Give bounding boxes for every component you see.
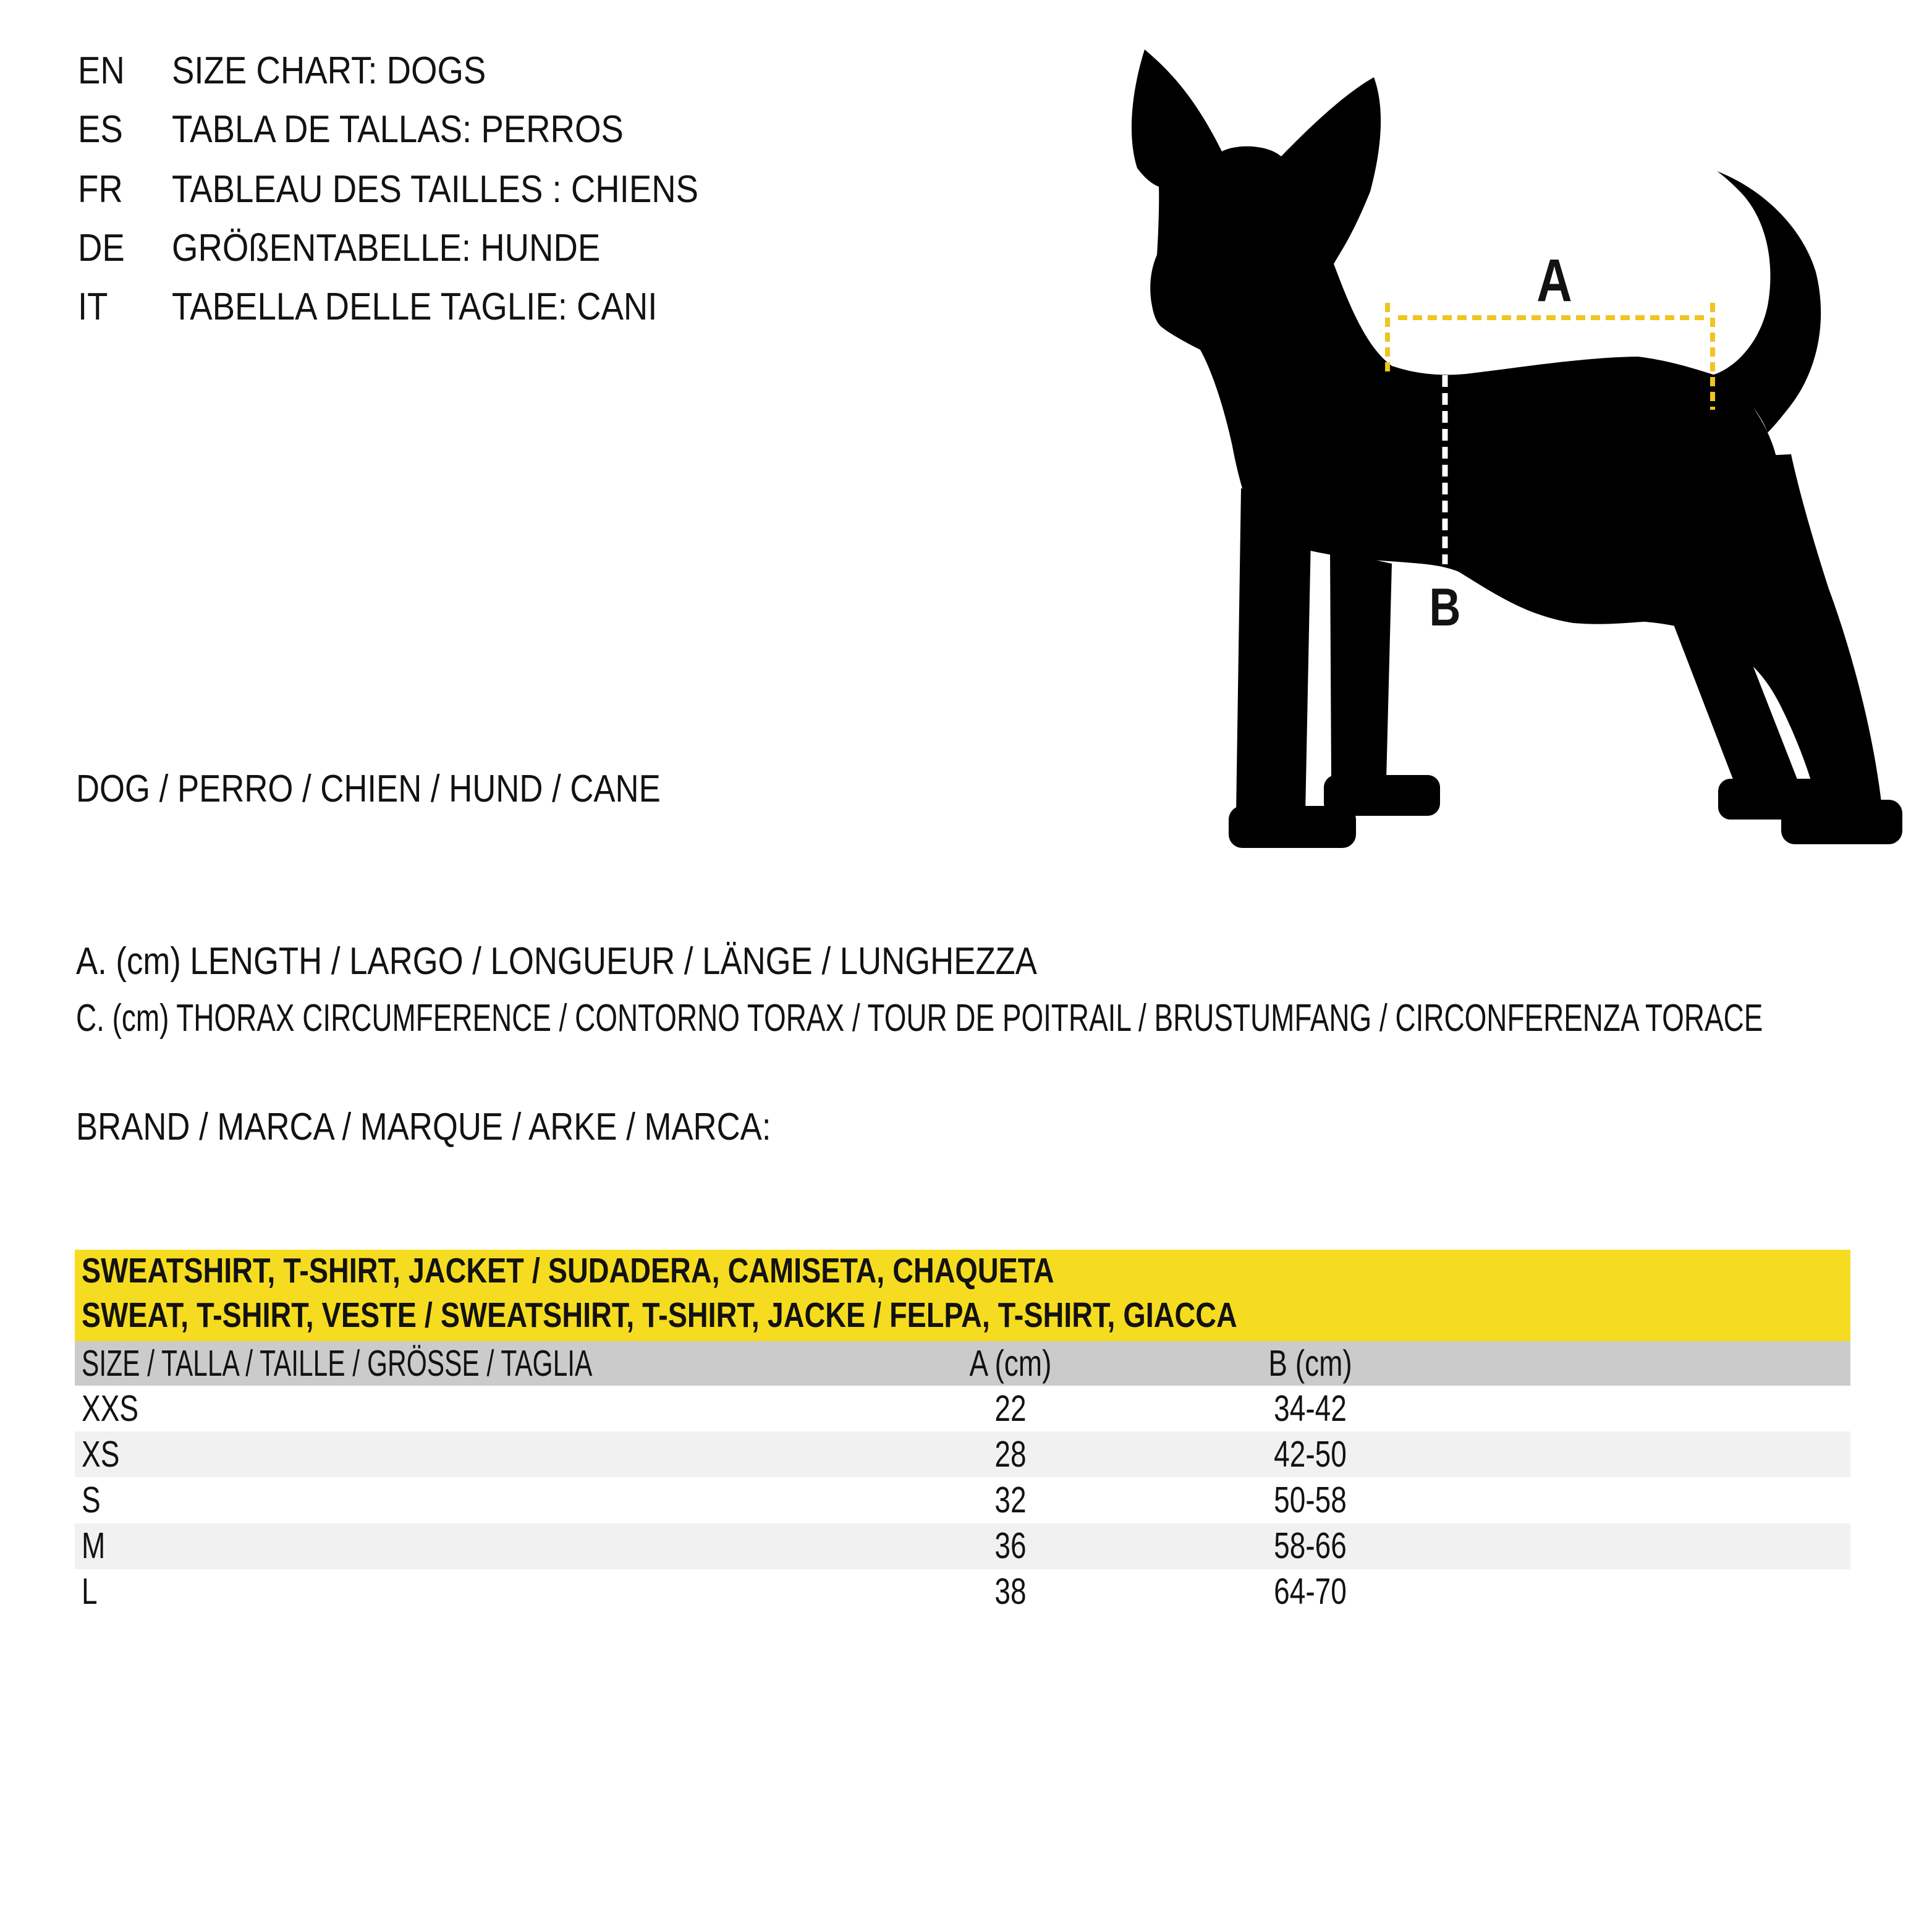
b-cm-cell: 58-66 (1274, 1525, 1347, 1567)
title-text: GRÖßENTABELLE: HUNDE (172, 227, 601, 269)
title-text: TABLEAU DES TAILLES : CHIENS (172, 168, 699, 211)
b-cm-cell: 50-58 (1274, 1479, 1347, 1520)
banner-line-2 (82, 1295, 1491, 1335)
dog-front-near-leg (1236, 488, 1311, 813)
measure-label-b: B (1429, 578, 1461, 637)
dog-hind-near-paw (1781, 800, 1902, 844)
dog-front-far-leg (1330, 550, 1392, 780)
table-row (75, 1523, 1850, 1569)
size-cell: XS (82, 1433, 120, 1475)
dog-body-shape (1132, 49, 1779, 624)
legend-line-c (76, 999, 1932, 1038)
title-text: SIZE CHART: DOGS (172, 49, 486, 92)
b-cm-cell: 64-70 (1274, 1571, 1347, 1612)
chihuahua-silhouette (1132, 49, 1902, 848)
brand-line (76, 1108, 894, 1146)
title-text: TABELLA DELLE TAGLIE: CANI (172, 286, 658, 328)
title-text: TABLA DE TALLAS: PERROS (172, 108, 624, 151)
legend-line-a (76, 940, 1206, 983)
language-code: ES (78, 108, 123, 151)
a-cm-cell: 32 (994, 1479, 1027, 1520)
language-code: DE (78, 227, 125, 269)
a-cm-cell: 36 (994, 1525, 1027, 1567)
size-cell: S (82, 1479, 101, 1520)
table-row (75, 1431, 1850, 1477)
diagram-caption (76, 770, 764, 808)
a-cm-cell: 38 (994, 1571, 1027, 1612)
legend-line-c-text: C. (cm) THORAX CIRCUMFERENCE / CONTORNO TORAX / TOUR DE POITRAIL / BRUSTUMFANG / CIRCONFERENZA TORACE (76, 997, 1763, 1040)
banner-line-1-text: SWEATSHIRT, T-SHIRT, JACKET / SUDADERA, CAMISETA, CHAQUETA (82, 1251, 1054, 1290)
a-cm-cell: 28 (994, 1433, 1027, 1475)
size-table-header (75, 1341, 1850, 1386)
column-header-a-cm: A (cm) (969, 1342, 1052, 1384)
garment-type-banner (75, 1250, 1850, 1341)
language-code: FR (78, 168, 123, 211)
banner-line-1 (82, 1253, 1268, 1289)
table-row (75, 1477, 1850, 1523)
dog-silhouette-diagram (1106, 25, 1928, 865)
column-header-size: SIZE / TALLA / TAILLE / GRÖSSE / TAGLIA (82, 1342, 593, 1384)
diagram-caption-text: DOG / PERRO / CHIEN / HUND / CANE (76, 768, 661, 810)
table-row (75, 1386, 1850, 1431)
language-code: EN (78, 49, 125, 92)
b-cm-cell: 42-50 (1274, 1433, 1347, 1475)
a-cm-cell: 22 (994, 1388, 1027, 1429)
dog-front-far-paw (1324, 775, 1440, 816)
column-header-b-cm: B (cm) (1268, 1342, 1352, 1384)
brand-line-text: BRAND / MARCA / MARQUE / ARKE / MARCA: (76, 1106, 771, 1148)
size-cell: M (82, 1525, 106, 1567)
table-row (75, 1569, 1850, 1615)
language-code: IT (78, 286, 108, 328)
size-cell: L (82, 1571, 98, 1612)
b-cm-cell: 34-42 (1274, 1388, 1347, 1429)
banner-line-2-text: SWEAT, T-SHIRT, VESTE / SWEATSHIRT, T-SHIRT, JACKE / FELPA, T-SHIRT, GIACCA (82, 1295, 1237, 1335)
measure-label-a: A (1536, 247, 1572, 314)
size-cell: XXS (82, 1388, 139, 1429)
legend-line-a-text: A. (cm) LENGTH / LARGO / LONGUEUR / LÄNGE / LUNGHEZZA (76, 940, 1037, 983)
